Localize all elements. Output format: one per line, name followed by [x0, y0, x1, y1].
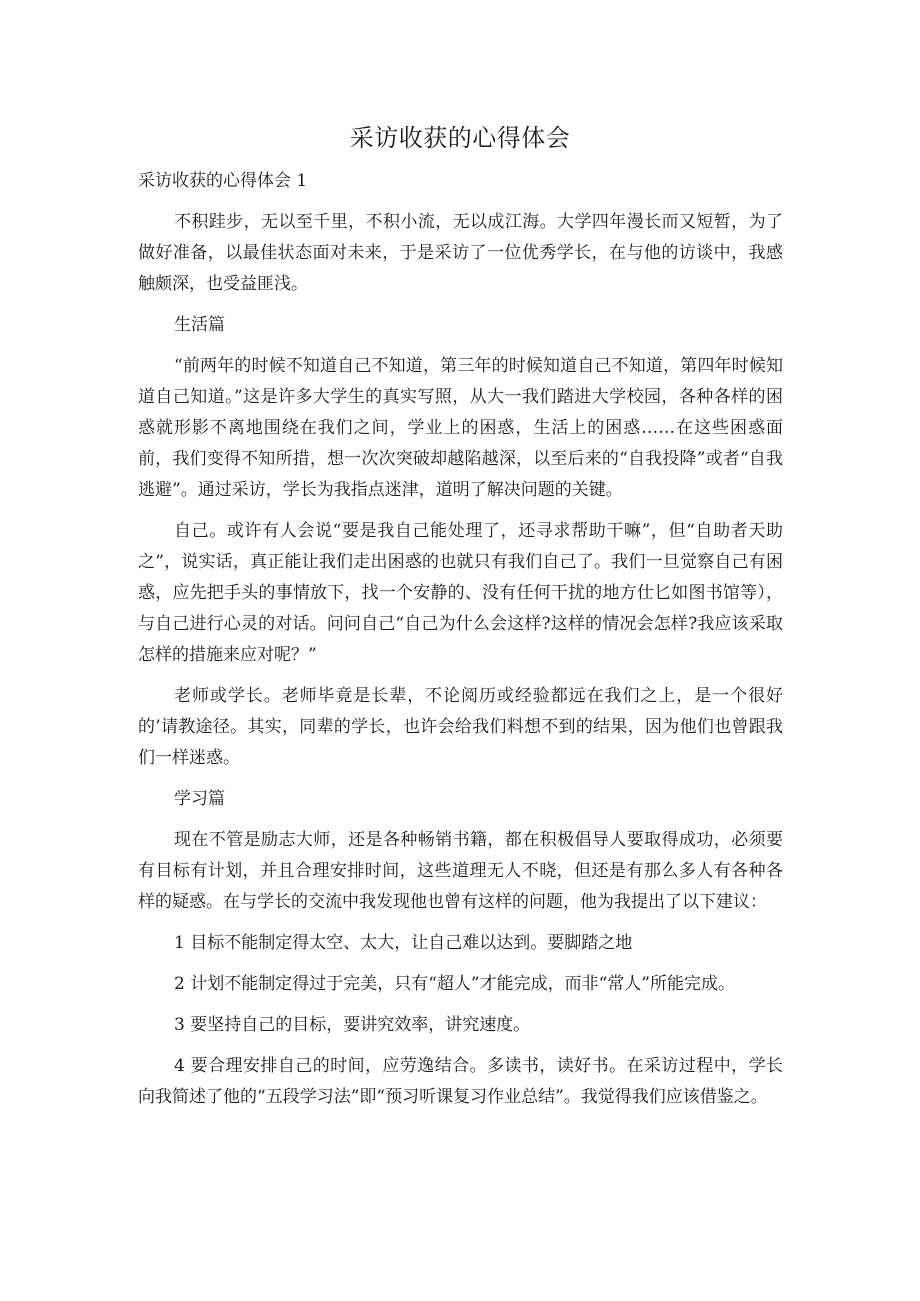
document-body	[138, 166, 783, 1123]
document-subtitle: 采访收获的心得体会 1	[138, 171, 308, 191]
paragraph-life-quote: “前两年的时候不知道自己不知道，第三年的时候知道自己不知道，第四年时候知道自己知道。”这是许多大学生的真实写照，从大一我们踏进大学校园，各种各样的困惑就形影不离地围绕在我们之间，学业上的困惑，生活上的困惑……在这些困惑面前，我们变得不知所措，想一次次突破却越陷越深，以至后来的“自我投降”或者“自我逃避”。通过采访，学长为我指点迷津，道明了解决问题的关键。	[138, 356, 783, 500]
document-title: 采访收获的心得体会	[349, 124, 571, 152]
paragraph-intro: 不积跬步，无以至千里，不积小流，无以成江海。大学四年漫长而又短暂，为了做好准备，以最佳状态面对未来，于是采访了一位优秀学长，在与他的访谈中，我感触颇深，也受益匪浅。	[138, 212, 783, 294]
list-item-3: 3 要坚持自己的目标，要讲究效率，讲究速度。	[174, 1015, 531, 1035]
section-heading-study: 学习篇	[174, 789, 225, 809]
paragraph-teacher: 老师或学长。老师毕竟是长辈，不论阅历或经验都远在我们之上，是一个很好的’请教途径。其实，同辈的学长，也许会给我们料想不到的结果，因为他们也曾跟我们一样迷惑。	[138, 686, 783, 768]
list-item-4: 4 要合理安排自己的时间，应劳逸结合。多读书，读好书。在采访过程中，学长向我简述了他的“五段学习法”即“预习听课复习作业总结”。我觉得我们应该借鉴之。	[138, 1056, 783, 1107]
paragraph-self: 自己。或许有人会说“要是我自己能处理了，还寻求帮助干嘛”，但“自助者天助之”，说实话，真正能让我们走出困惑的也就只有我们自己了。我们一旦觉察自己有困惑，应先把手头的事情放下，找一个安静的、没有任何干扰的地方仕匕如图书馆等），与自己进行心灵的对话。问问自己“自己为什么会这样?这样的情况会怎样?我应该采取怎样的措施来应对呢？”	[138, 521, 783, 665]
list-item-2: 2 计划不能制定得过于完美，只有“超人”才能完成，而非“常人”所能完成。	[174, 974, 735, 994]
list-item-1: 1 目标不能制定得太空、太大，让自己难以达到。要脚踏之地	[174, 933, 633, 953]
paragraph-study: 现在不管是励志大师，还是各种畅销书籍，都在积极倡导人要取得成功，必须要有目标有计划，并且合理安排时间，这些道理无人不晓，但还是有那么多人有各种各样的疑惑。在与学长的交流中我发现他也曾有这样的问题，他为我提出了以下建议：	[138, 830, 783, 912]
section-heading-life: 生活篇	[174, 315, 225, 335]
